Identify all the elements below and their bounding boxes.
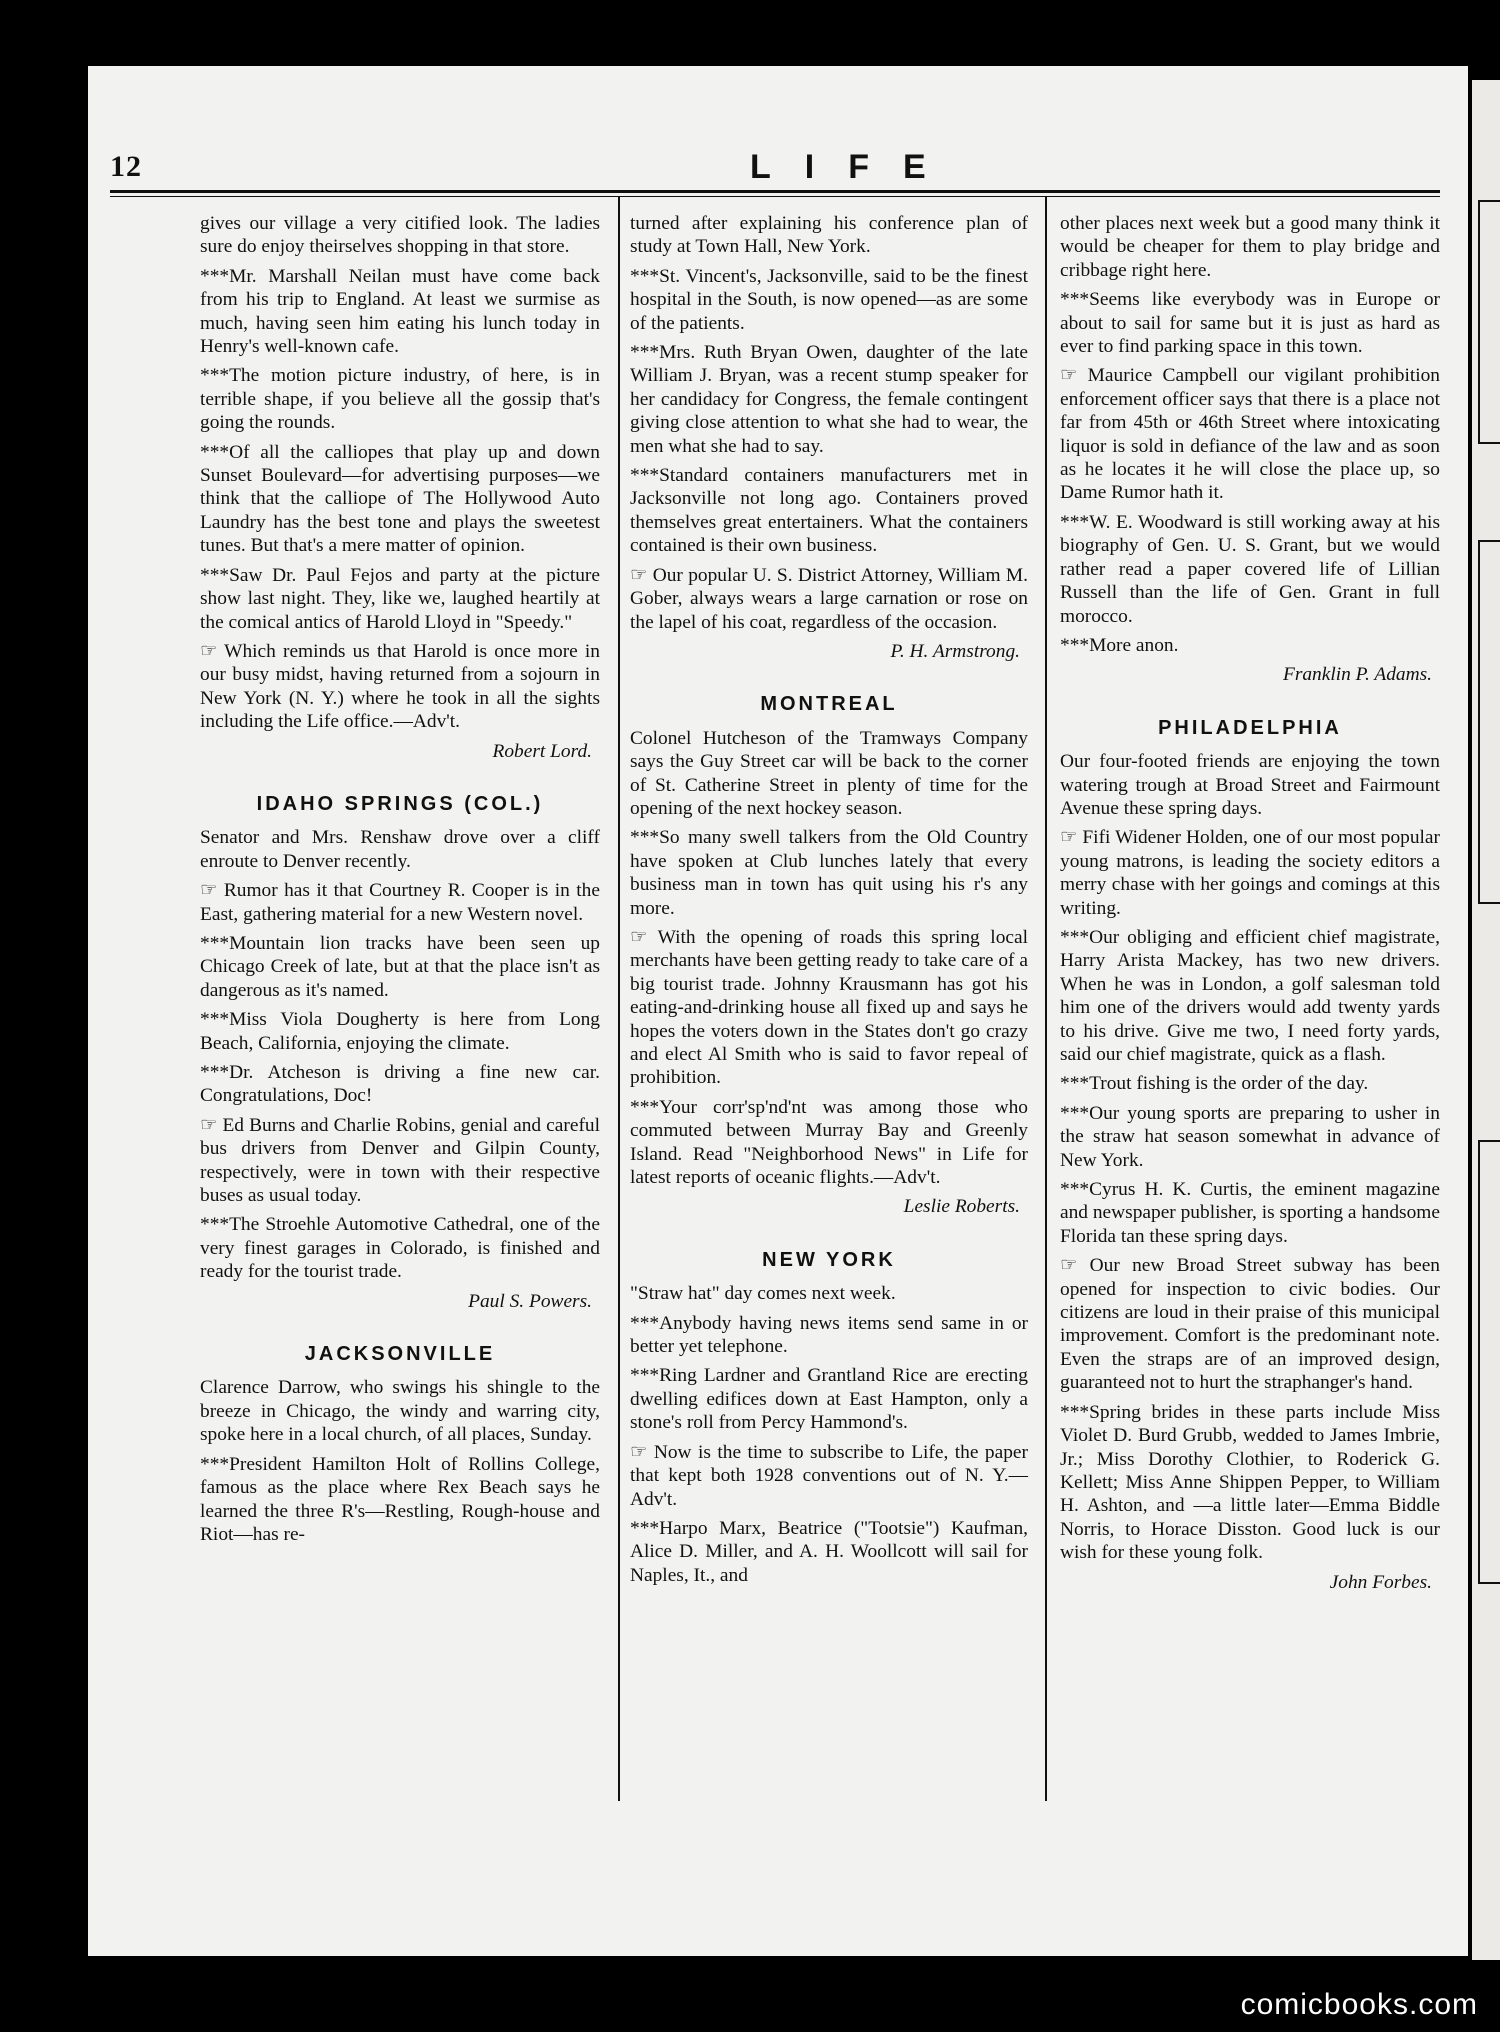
news-item: ☞ Our popular U. S. District Attorney, William M. Gober, always wears a large carnation or rose on the lapel of his coat, regardless of the occasion. — [630, 564, 1028, 633]
section-heading: NEW YORK — [762, 1248, 896, 1271]
header-rule-thin — [110, 196, 1440, 197]
news-item: ***Our young sports are preparing to usher in the straw hat season somewhat in advance of New York. — [1060, 1102, 1440, 1171]
news-item: ***Dr. Atcheson is driving a fine new car. Congratulations, Doc! — [200, 1062, 600, 1107]
news-item: ☞ With the opening of roads this spring local merchants have been getting ready to take care of a big tourist trade. Johnny Krausmann has got his eating-and-drinking house all fixed up and says he hopes the voters down in the States don't go crazy and elect Al Smith who is said to favor repeal of prohibition. — [630, 926, 1028, 1089]
news-item: ***President Hamilton Holt of Rollins College, famous as the place where Rex Beach says he learned the three R's—Restling, Rough-house and Riot—has re- — [200, 1453, 600, 1545]
news-item: ***Of all the calliopes that play up and down Sunset Boulevard—for advertising purposes—we think that the calliope of The Hollywood Auto Laundry has the best tone and plays the sweetest tunes. But that's a mere matter of opinion. — [200, 441, 600, 557]
news-item: ***W. E. Woodward is still working away at his biography of Gen. U. S. Grant, but we would rather read a paper covered life of Lillian Russell than the life of Gen. Grant in full morocco. — [1060, 511, 1440, 627]
news-item: ***Miss Viola Dougherty is here from Long Beach, California, enjoying the climate. — [200, 1009, 600, 1054]
adjacent-page-edge — [1472, 80, 1500, 1960]
news-item: Senator and Mrs. Renshaw drove over a cliff enroute to Denver recently. — [200, 827, 600, 872]
news-item: ***So many swell talkers from the Old Country have spoken at Club lunches lately that every business man in town has quit using his r's any more. — [630, 827, 1028, 919]
news-item: Our four-footed friends are enjoying the town watering trough at Broad Street and Fairmount Avenue these spring days. — [1060, 751, 1440, 819]
section-heading: PHILADELPHIA — [1158, 716, 1342, 739]
news-item: ☞ Now is the time to subscribe to Life, the paper that kept both 1928 conventions out of N. Y.—Adv't. — [630, 1441, 1028, 1510]
news-item: ☞ Which reminds us that Harold is once more in our busy midst, having returned from a sojourn in New York (N. Y.) where he took in all the sights including the Life office.—Adv't. — [200, 640, 600, 733]
byline: Leslie Roberts. — [903, 1196, 1020, 1218]
news-item: ***Standard containers manufacturers met in Jacksonville not long ago. Containers proved themselves great entertainers. What the containers contained is their own business. — [630, 465, 1028, 557]
news-item: ***Cyrus H. K. Curtis, the eminent magazine and newspaper publisher, is sporting a handsome Florida tan these spring days. — [1060, 1179, 1440, 1247]
news-item: ***Harpo Marx, Beatrice ("Tootsie") Kaufman, Alice D. Miller, and A. H. Woollcott will sail for Naples, It., and — [630, 1517, 1028, 1586]
column-divider — [618, 196, 620, 1801]
byline: Franklin P. Adams. — [1282, 664, 1432, 686]
byline: Paul S. Powers. — [468, 1290, 592, 1312]
news-item: ***The motion picture industry, of here, is in terrible shape, if you believe all the gossip that's going the rounds. — [200, 365, 600, 434]
news-item: ***Trout fishing is the order of the day. — [1060, 1073, 1369, 1095]
news-item: ***Spring brides in these parts include Miss Violet D. Burd Grubb, wedded to James Imbrie, Jr.; Miss Dorothy Clothier, to Roderick G. Kellett; Miss Anne Shippen Pepper, to William H. Ashton, and —a little later—Emma Biddle Norris, to Horace Disston. Good luck is our wish for these young folk. — [1060, 1401, 1440, 1564]
section-heading: IDAHO SPRINGS (COL.) — [256, 792, 544, 815]
news-item: Clarence Darrow, who swings his shingle to the breeze in Chicago, the windy and warring city, spoke here in a local church, of all places, Sunday. — [200, 1377, 600, 1446]
news-item: other places next week but a good many think it would be cheaper for them to play bridge and cribbage right here. — [1060, 213, 1440, 281]
news-item: ☞ Maurice Campbell our vigilant prohibition enforcement officer says that there is a place not far from 45th or 46th Street where intoxicating liquor is sold in defiance of the law and as soon as he locates it he will close the place up, so Dame Rumor hath it. — [1060, 365, 1440, 504]
section-heading: MONTREAL — [760, 693, 898, 716]
news-item: turned after explaining his conference plan of study at Town Hall, New York. — [630, 213, 1028, 258]
news-item: ☞ Ed Burns and Charlie Robins, genial and careful bus drivers from Denver and Gilpin County, respectively, were in town with their respective buses as usual today. — [200, 1114, 600, 1207]
news-item: ***Your corr'sp'nd'nt was among those who commuted between Murray Bay and Greenly Island. Read "Neighborhood News" in Life for latest reports of oceanic flights.—Adv't. — [630, 1096, 1028, 1189]
news-item: ***Saw Dr. Paul Fejos and party at the picture show last night. They, like we, laughed heartily at the comical antics of Harold Lloyd in "Speedy." — [200, 564, 600, 633]
byline: Robert Lord. — [492, 740, 592, 762]
page-header — [110, 150, 1440, 190]
news-item: ***Anybody having news items send same in or better yet telephone. — [630, 1312, 1028, 1358]
column-1 — [200, 212, 600, 1552]
byline: John Forbes. — [1329, 1571, 1432, 1593]
page-number: 12 — [110, 150, 142, 183]
news-item: ***The Stroehle Automotive Cathedral, one of the very finest garages in Colorado, is finished and ready for the tourist trade. — [200, 1214, 600, 1283]
news-item: ***More anon. — [1060, 634, 1179, 656]
news-item: ***Mountain lion tracks have been seen up Chicago Creek of late, but at that the place isn't as dangerous as it's named. — [200, 932, 600, 1001]
news-item: ☞ Rumor has it that Courtney R. Cooper is in the East, gathering material for a new Western novel. — [200, 880, 600, 925]
news-item: Colonel Hutcheson of the Tramways Company says the Guy Street car will be back to the corner of St. Catherine Street in plenty of time for the opening of the next hockey season. — [630, 727, 1028, 819]
news-item: ***Seems like everybody was in Europe or about to sail for same but it is just as hard as ever to find parking space in this town. — [1060, 289, 1440, 358]
column-2 — [630, 212, 1028, 1593]
news-item: ☞ Fifi Widener Holden, one of our most popular young matrons, is leading the society editors a merry chase with her goings and comings at this writing. — [1060, 827, 1440, 919]
watermark: comicbooks.com — [1240, 1988, 1478, 2021]
column-3 — [1060, 212, 1440, 1624]
news-item: ***Our obliging and efficient chief magistrate, Harry Arista Mackey, has two new drivers. When he was in London, a golf salesman told him one of the drivers would add twenty yards to his drive. Give me two, I need forty yards, said our chief magistrate, quick as a flash. — [1060, 926, 1440, 1065]
news-item: gives our village a very citified look. The ladies sure do enjoy theirselves shopping in that store. — [200, 213, 600, 258]
news-item: ***Mr. Marshall Neilan must have come back from his trip to England. At least we surmise as much, having seen him eating his lunch today in Henry's well-known cafe. — [200, 265, 600, 358]
news-item: ***St. Vincent's, Jacksonville, said to be the finest hospital in the South, is now opened—as are some of the patients. — [630, 265, 1028, 334]
byline: P. H. Armstrong. — [890, 640, 1020, 662]
news-item: ***Mrs. Ruth Bryan Owen, daughter of the late William J. Bryan, was a recent stump speaker for her candidacy for Congress, the female contingent giving close attention to what she had to wear, the men what she had to say. — [630, 342, 1028, 457]
news-item: ☞ Our new Broad Street subway has been opened for inspection to civic bodies. Our citizens are loud in their praise of this municipal improvement. Comfort is the predominant note. Even the straps are of an improved design, guaranteed not to hurt the straphanger's hand. — [1060, 1255, 1440, 1394]
header-rule — [110, 190, 1440, 193]
column-divider — [1045, 196, 1047, 1801]
section-heading: JACKSONVILLE — [304, 1343, 496, 1366]
news-item: ***Ring Lardner and Grantland Rice are erecting dwelling edifices down at East Hampton, only a stone's roll from Percy Hammond's. — [630, 1365, 1028, 1434]
magazine-title: LIFE — [750, 148, 960, 186]
scan-border — [88, 1960, 1088, 2032]
news-item: "Straw hat" day comes next week. — [630, 1283, 896, 1305]
